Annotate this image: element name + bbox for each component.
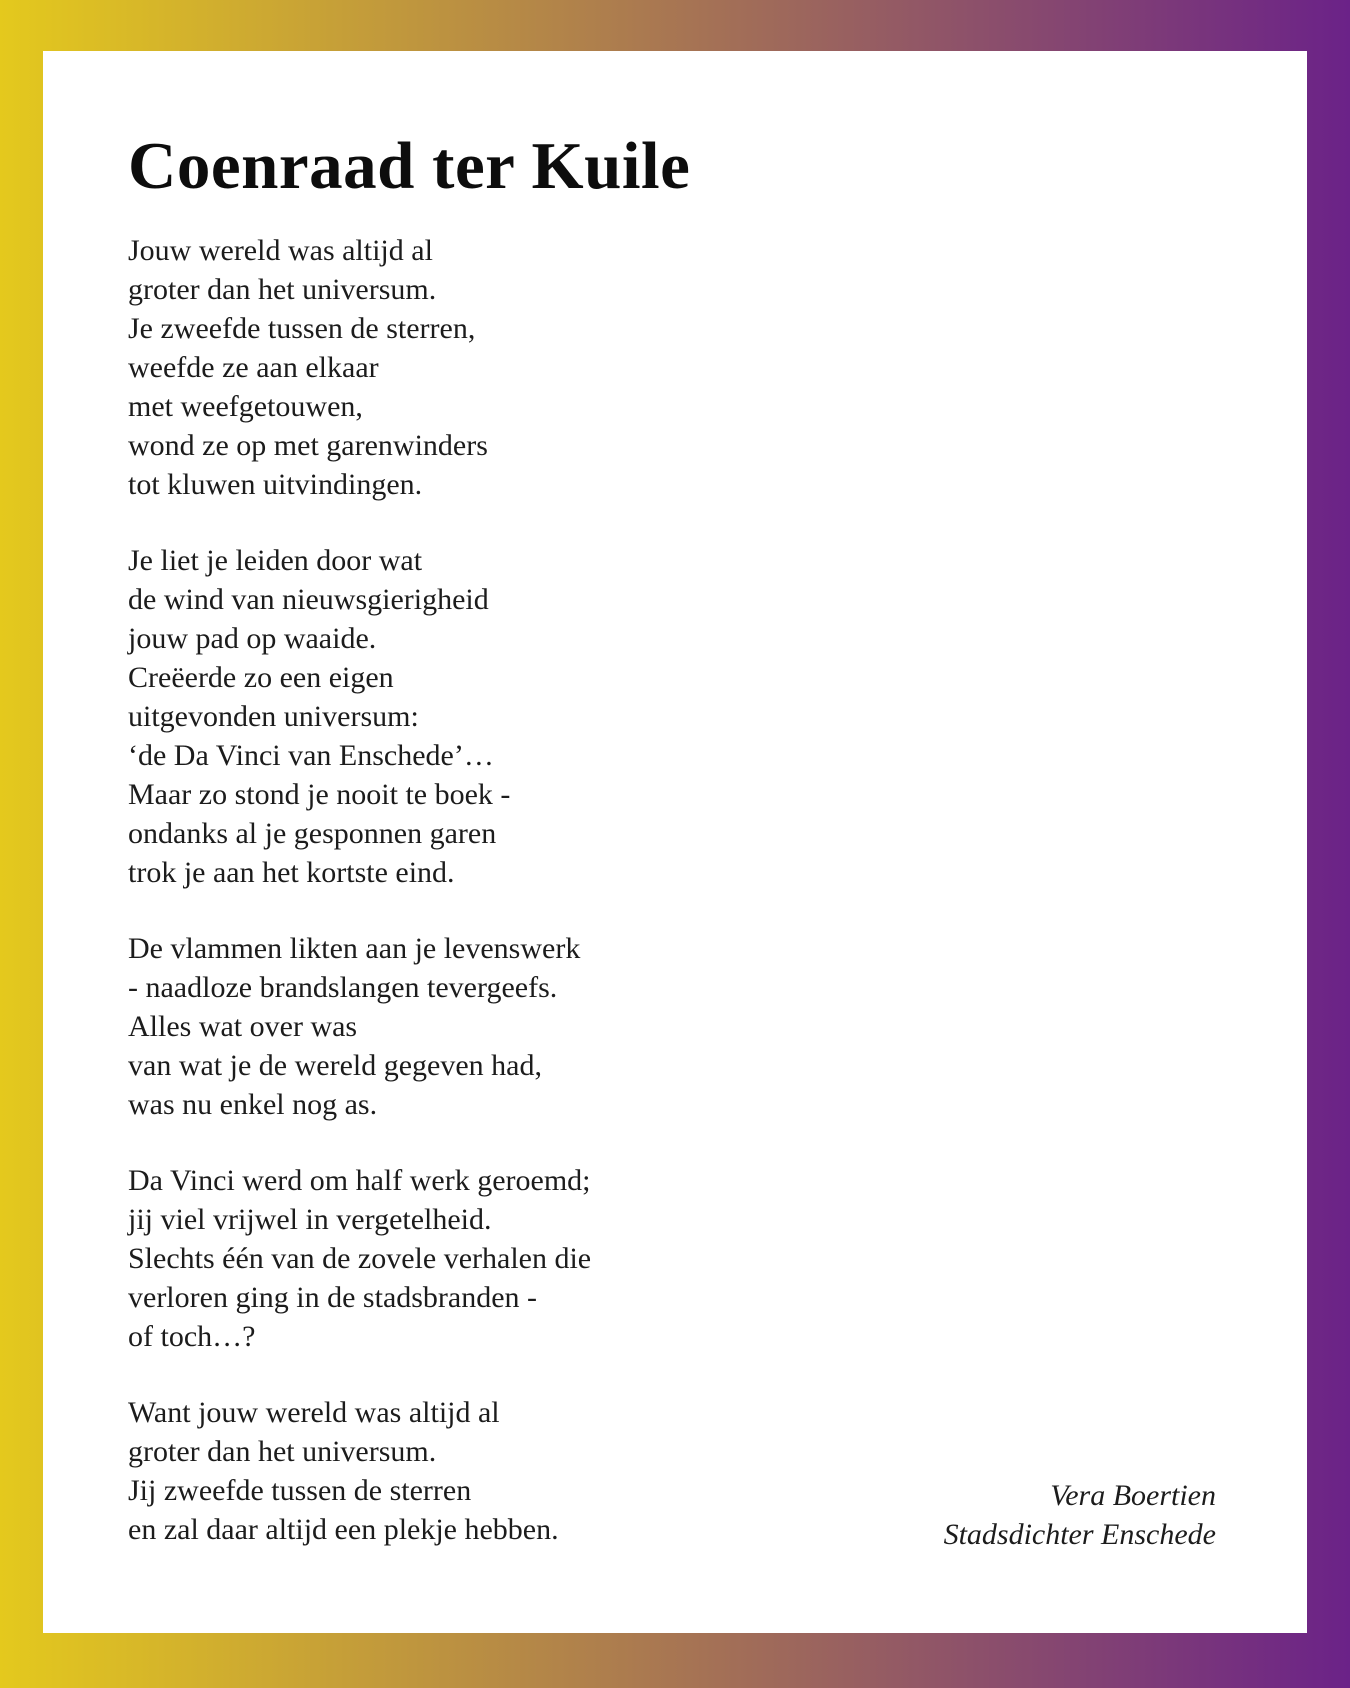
signature-role: Stadsdichter Enschede — [943, 1518, 1216, 1551]
poem-line: de wind van nieuwsgierigheid — [128, 583, 489, 616]
poem-line: Je liet je leiden door wat — [128, 544, 423, 577]
poem-line: verloren ging in de stadsbranden - — [128, 1281, 538, 1314]
poem-line: jouw pad op waaide. — [128, 622, 377, 655]
poem-line: Maar zo stond je nooit te boek - — [128, 778, 511, 811]
poem-line: of toch…? — [128, 1320, 256, 1353]
poem-line: weefde ze aan elkaar — [128, 351, 379, 384]
poem-line: ‘de Da Vinci van Enschede’… — [128, 739, 494, 772]
poem-line: was nu enkel nog as. — [128, 1088, 378, 1121]
poem-line: Creëerde zo een eigen — [128, 661, 394, 694]
poem-line: Jij zweefde tussen de sterren — [128, 1474, 472, 1507]
poem-line: met weefgetouwen, — [128, 390, 363, 423]
poem-line: Alles wat over was — [128, 1010, 358, 1043]
poem-line: trok je aan het kortste eind. — [128, 856, 455, 889]
poem-line: Slechts één van de zovele verhalen die — [128, 1242, 592, 1275]
poem-line: - naadloze brandslangen tevergeefs. — [128, 971, 558, 1004]
poem-line: Want jouw wereld was altijd al — [128, 1396, 500, 1429]
poem-line: groter dan het universum. — [128, 1435, 437, 1468]
poem-line: van wat je de wereld gegeven had, — [128, 1049, 542, 1082]
poem-stanza — [128, 929, 1247, 1124]
poem-stanza — [128, 541, 1247, 892]
poem-line: Jouw wereld was altijd al — [128, 234, 433, 267]
poem-line: Da Vinci werd om half werk geroemd; — [128, 1164, 591, 1197]
poem-page — [43, 51, 1307, 1633]
poem-line: en zal daar altijd een plekje hebben. — [128, 1513, 559, 1546]
poem-line: tot kluwen uitvindingen. — [128, 468, 423, 501]
signature — [944, 1476, 1216, 1554]
poem-line: ondanks al je gesponnen garen — [128, 817, 497, 850]
poem-line: wond ze op met garenwinders — [128, 429, 488, 462]
poem-line: groter dan het universum. — [128, 273, 437, 306]
poem-stanza — [128, 1161, 1247, 1356]
poem-line: De vlammen likten aan je levenswerk — [128, 932, 581, 965]
poem-title: Coenraad ter Kuile — [128, 129, 691, 203]
poem-line: jij viel vrijwel in vergetelheid. — [128, 1203, 492, 1236]
poem-stanza — [128, 231, 1247, 504]
signature-name: Vera Boertien — [1050, 1479, 1216, 1512]
poem-line: uitgevonden universum: — [128, 700, 419, 733]
poem-line: Je zweefde tussen de sterren, — [128, 312, 476, 345]
